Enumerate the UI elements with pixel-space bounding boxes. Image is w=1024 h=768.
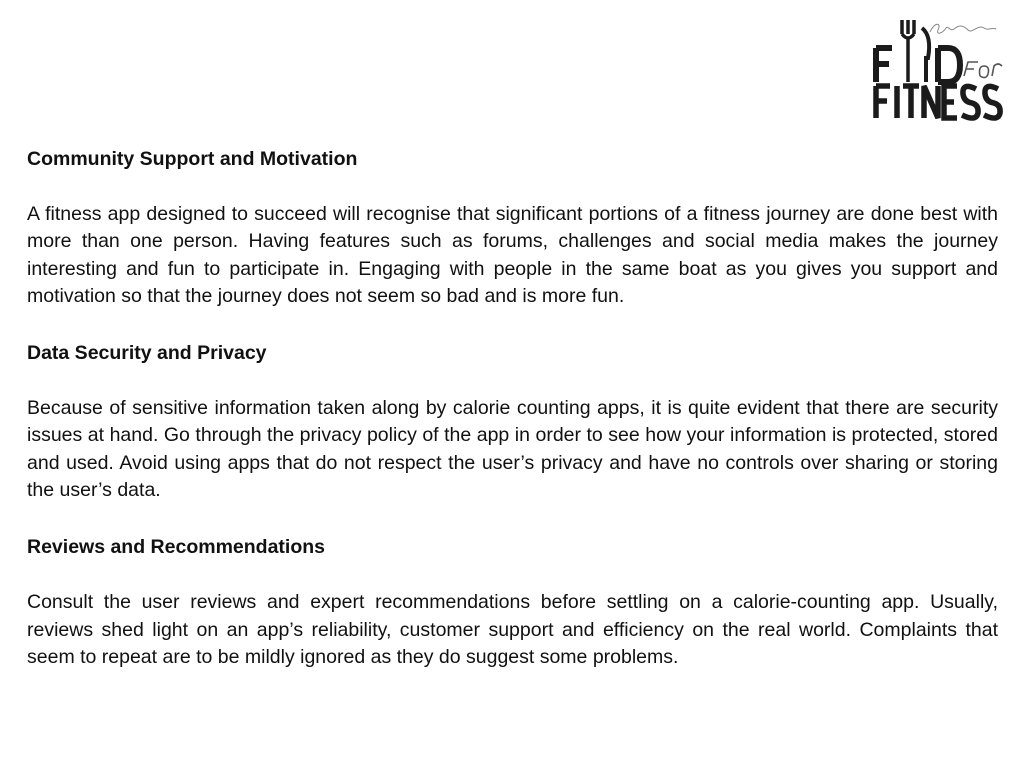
food-for-fitness-logo: [868, 10, 1008, 124]
section-reviews: [27, 534, 998, 671]
section-data-security: [27, 340, 998, 504]
section-heading: Community Support and Motivation: [27, 148, 358, 170]
section-body: Because of sensitive information taken along by calorie counting apps, it is quite evident that there are security issues at hand. Go through the privacy policy of the app in order to see how your information is protected, stored and used. Avoid using apps that do not respect the user’s privacy and have no controls over sharing or storing the user’s data.: [27, 397, 998, 502]
logo-graphic: [868, 10, 1008, 124]
section-heading: Data Security and Privacy: [27, 342, 267, 365]
section-community-support: [27, 146, 998, 310]
article-content: [27, 146, 998, 671]
section-body: Consult the user reviews and expert recommendations before settling on a calorie-counting app. Usually, reviews shed light on an app’s reliability, customer support and efficiency on the real world. Complaints that seem to repeat are to be mildly ignored as they do suggest some problems.: [27, 591, 998, 668]
section-body: A fitness app designed to succeed will recognise that significant portions of a fitness journey are done best with more than one person. Having features such as forums, challenges and social media makes the journey interesting and fun to participate in. Engaging with people in the same boat as you gives you support and motivation so that the journey does not seem so bad and is more fun.: [27, 203, 998, 307]
section-heading: Reviews and Recommendations: [27, 536, 326, 559]
